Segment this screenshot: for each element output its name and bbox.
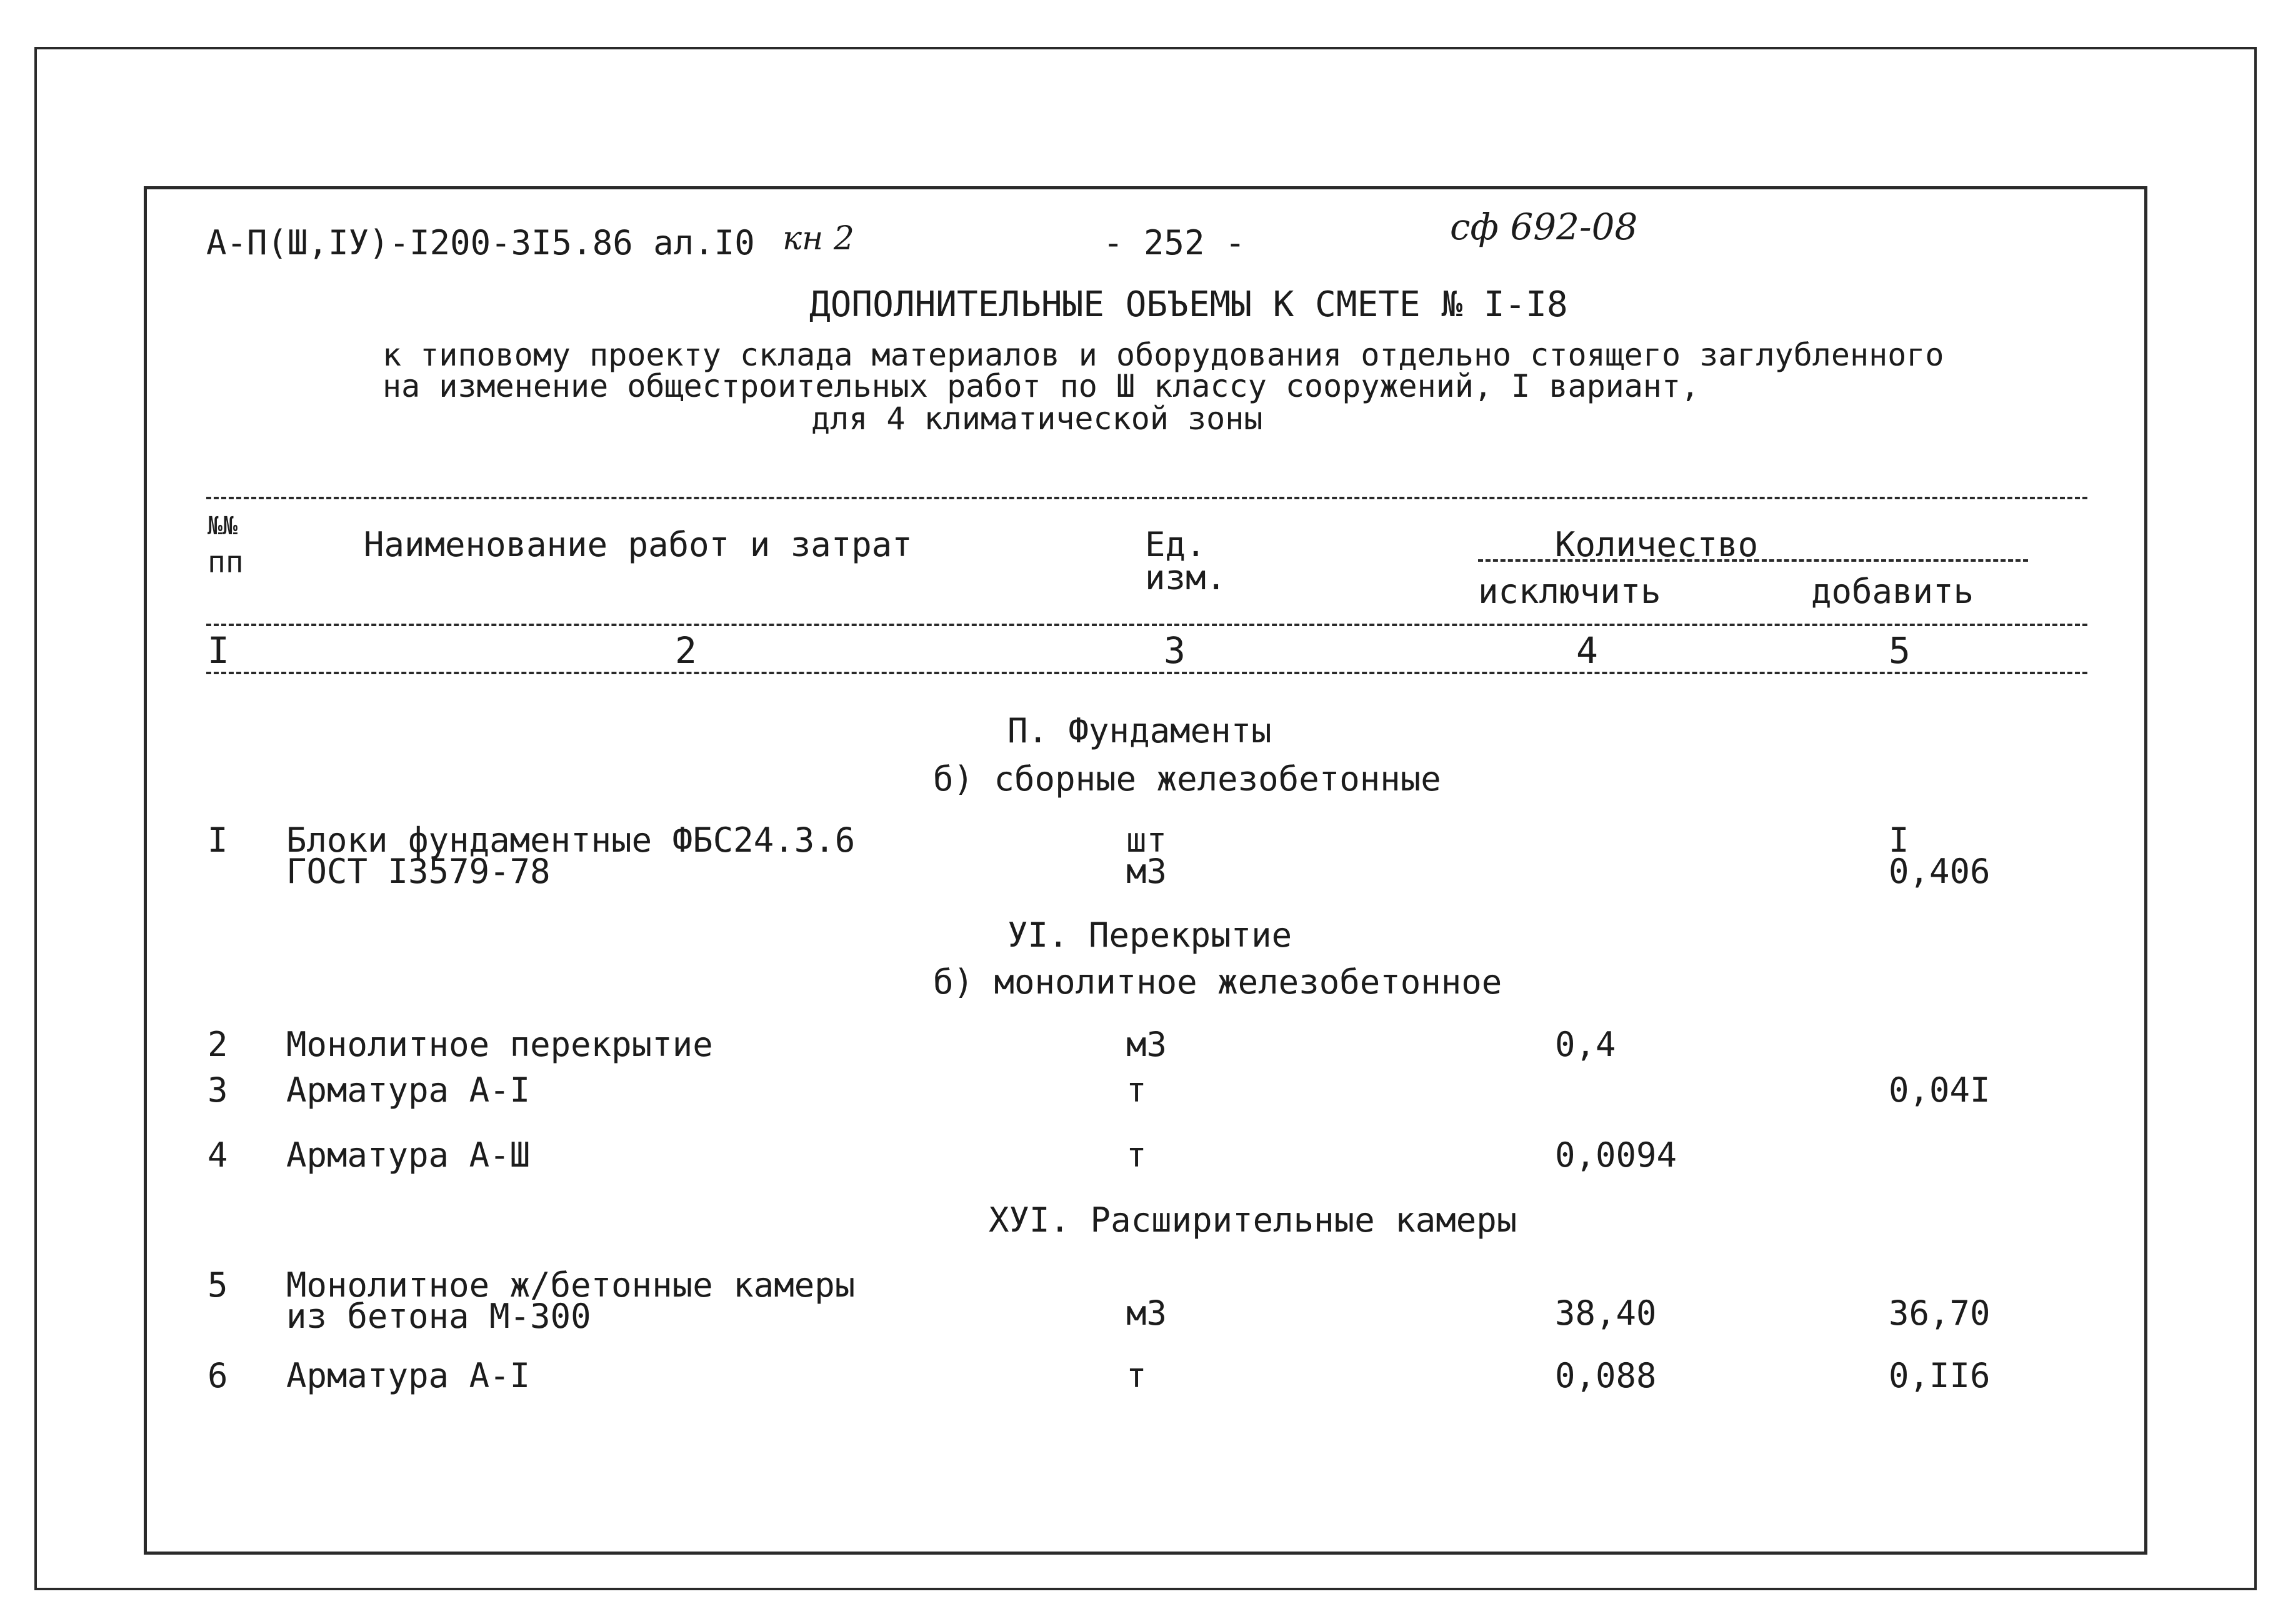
- row-5-name: Монолитное ж/бетонные камеры: [286, 1265, 856, 1305]
- row-3-add: 0,04I: [1889, 1070, 1991, 1110]
- row-3-unit: т: [1126, 1070, 1147, 1110]
- row-6-add: 0,II6: [1889, 1356, 1991, 1395]
- header-number: №№: [207, 512, 238, 541]
- column-number-4: 4: [1576, 629, 1598, 672]
- header-rule: [206, 624, 2087, 626]
- section-floor: УI. Перекрытие: [1007, 915, 1292, 955]
- column-number-rule: [206, 672, 2087, 674]
- row-6-name: Арматура А-I: [286, 1356, 531, 1395]
- row-1-number: I: [207, 820, 228, 860]
- row-4-number: 4: [207, 1135, 228, 1175]
- column-number-2: 2: [675, 629, 697, 672]
- row-5-exclude: 38,40: [1555, 1293, 1657, 1333]
- header-unit: Ед.: [1145, 525, 1206, 564]
- header-name: Наименование работ и затрат: [364, 525, 912, 564]
- row-2-exclude: 0,4: [1555, 1025, 1616, 1064]
- page-number: - 252 -: [1103, 223, 1246, 262]
- row-2-name: Монолитное перекрытие: [286, 1025, 713, 1064]
- header-add: добавить: [1811, 572, 1974, 611]
- row-6-exclude: 0,088: [1555, 1356, 1657, 1395]
- row-1-add-2: 0,406: [1889, 852, 1991, 891]
- row-1-unit: шт: [1126, 820, 1167, 860]
- row-5-number: 5: [207, 1265, 228, 1305]
- header-exclude: исключить: [1478, 572, 1661, 611]
- row-4-name: Арматура А-Ш: [286, 1135, 531, 1175]
- row-5-unit: м3: [1126, 1293, 1167, 1333]
- handwritten-stamp: сф 692-08: [1450, 206, 1638, 248]
- subtitle-line-1: к типовому проекту склада материалов и оборудования отдельно стоящего заглубленного: [382, 337, 1944, 373]
- column-number-3: 3: [1164, 629, 1186, 672]
- table-top-rule: [206, 497, 2087, 499]
- row-2-unit: м3: [1126, 1025, 1167, 1064]
- row-1-name-2: ГОСТ I3579-78: [286, 852, 551, 891]
- row-3-name: Арматура А-I: [286, 1070, 531, 1110]
- quantity-rule: [1478, 559, 2028, 562]
- row-5-name-2: из бетона М-300: [286, 1297, 591, 1336]
- row-5-add: 36,70: [1889, 1293, 1991, 1333]
- section-expansion-chambers: ХУI. Расширительные камеры: [989, 1200, 1517, 1240]
- column-number-1: I: [207, 629, 229, 672]
- row-6-number: 6: [207, 1356, 228, 1395]
- row-6-unit: т: [1126, 1356, 1147, 1395]
- row-1-unit-2: м3: [1126, 852, 1167, 891]
- subtitle-line-3: для 4 климатической зоны: [811, 401, 1263, 437]
- row-1-add: I: [1889, 820, 1909, 860]
- row-3-number: 3: [207, 1070, 228, 1110]
- section-foundations-sub: б) сборные железобетонные: [933, 759, 1441, 799]
- subtitle-line-2: на изменение общестроительных работ по Ш классу сооружений, I вариант,: [382, 368, 1700, 404]
- row-4-exclude: 0,0094: [1555, 1135, 1677, 1175]
- header-number-2: пп: [207, 545, 244, 580]
- header-unit-2: изм.: [1145, 558, 1227, 597]
- row-2-number: 2: [207, 1025, 228, 1064]
- book-number: кн 2: [782, 220, 854, 257]
- header-quantity: Количество: [1555, 525, 1759, 564]
- column-number-5: 5: [1889, 629, 1911, 672]
- section-floor-sub: б) монолитное железобетонное: [933, 962, 1502, 1002]
- row-4-unit: т: [1126, 1135, 1147, 1175]
- document-title: ДОПОЛНИТЕЛЬНЫЕ ОБЪЕМЫ К СМЕТЕ № I-I8: [809, 284, 1568, 325]
- row-1-name: Блоки фундаментные ФБС24.3.6: [286, 820, 856, 860]
- section-foundations: П. Фундаменты: [1007, 711, 1272, 750]
- document-code: А-П(Ш,IУ)-I200-3I5.86 ал.I0: [206, 223, 755, 262]
